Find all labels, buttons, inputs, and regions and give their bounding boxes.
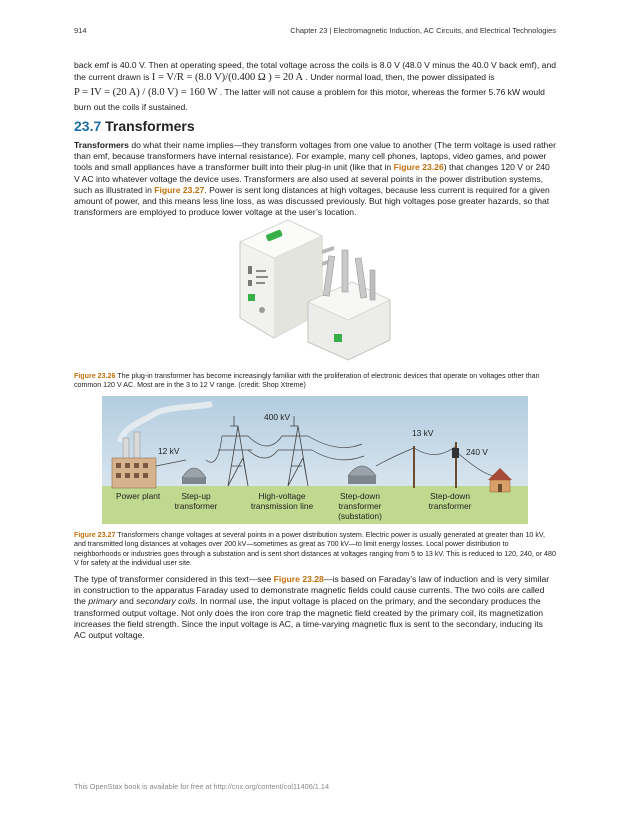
figure-23-28-link[interactable]: Figure 23.28 [273,574,324,584]
section-heading [74,118,195,134]
intro-paragraph [74,60,556,113]
label-power-plant: Power plant [116,491,161,501]
pole-transformer-icon [452,448,459,458]
section-number: 23.7 [74,118,102,134]
section-title: Transformers [105,118,195,134]
intro-line-2: the current drawn is I = V/R = (8.0 V)/(0.400 Ω ) = 20 A . Under normal load, then, the power dissipated is [74,72,495,84]
label-step-up: Step-up transformer [174,491,218,511]
voltage-13kv: 13 kV [412,428,434,438]
power-equation: P = IV = (20 A) / (8.0 V) = 160 W [74,87,218,99]
power-distribution-diagram [102,396,528,524]
figure-23-26-link[interactable]: Figure 23.26 [393,162,444,173]
voltage-240v: 240 V [466,447,488,457]
figure-23-26-label: Figure 23.26 [74,372,116,380]
intro-line-4: burn out the coils if sustained. [74,101,188,112]
footer-note: This OpenStax book is available for free at http://cnx.org/content/col11406/1.14 [74,782,330,791]
intro-line-3: P = IV = (20 A) / (8.0 V) = 160 W . The latter will not cause a problem for this motor, whereas the former 5.76 kW would [74,87,545,99]
voltage-12kv: 12 kV [158,446,180,456]
chapter-title: Chapter 23 | Electromagnetic Induction, AC Circuits, and Electrical Technologies [290,26,556,35]
transformer-type-paragraph: The type of transformer considered in this text—see Figure 23.28—is based on Faraday’s law of induction and is very similar in construction to the apparatus Faraday used to demonstrate magnetic fields could cause currents. The two coils are called the primary and secondary coils. In normal use, the input voltage is placed on the primary, and the secondary produces the transformed output voltage. Not only does the iron core trap the magnetic field created by the primary coil, its magnetization increases the field strength. Since the input voltage is AC, a time-varying magnetic flux is sent to the secondary, inducing its AC output voltage. [74,574,550,641]
current-equation: I = V/R = (8.0 V)/(0.400 Ω ) = 20 A [151,72,304,84]
transformers-paragraph: Transformers do what their name implies—they transform voltages from one value to another (The term voltage is used rather than emf, because transformers have internal resistance). For example, many cell phones, laptops, video games, and power tools and small appliances have a transformer built into their plug-in unit (like that in Figure 23.26) that changes 120 V or 240 V AC into whatever voltage the device uses. Transformers are also used at several points in the power distribution systems, such as illustrated in Figure 23.27. Power is sent long distances at high voltages, because less current is required for a given amount of power, and this means less line loss, as was discussed previously. But high voltages pose greater hazards, so that transformers are employed to produce lower voltage at the user’s location. [74,140,556,218]
label-high-voltage: High-voltage transmission line [250,491,314,511]
voltage-400kv: 400 kV [264,412,291,422]
figure-23-26-caption: Figure 23.26 The plug-in transformer has become increasingly familiar with the proliferation of electronic devices that operate on voltages other than common 120 V AC. Most are in the 3 to 12 V range. (credit: Shop Xtreme) [74,372,540,390]
term-transformers: Transformers [74,140,129,150]
label-step-down: Step-down transformer [428,491,472,511]
figure-23-27-link[interactable]: Figure 23.27 [154,184,205,195]
plug-in-transformer-photo [230,214,400,364]
label-substation: Step-down transformer (substation) [338,491,382,521]
intro-line-1: back emf is 40.0 V. Then at operating speed, the total voltage across the coils is 8.0 V (48.0 V minus the 40.0 V back emf), and [74,60,557,70]
figure-23-27-caption: Figure 23.27 Transformers change voltages at several points in a power distribution system. Electric power is usually generated at greater than 10 kV, and transmitted long distances at voltages over 200 kV—sometimes as great as 700 kV—to limit energy losses. Local power distribution to neighborhoods or industries goes through a substation and is sent short distances at voltages ranging from 5 to 13 kV. This is reduced to 120, 240, or 480 V for safety at the individual user site. [74,531,556,567]
page-number: 914 [74,26,87,35]
figure-23-27-label: Figure 23.27 [74,531,116,539]
